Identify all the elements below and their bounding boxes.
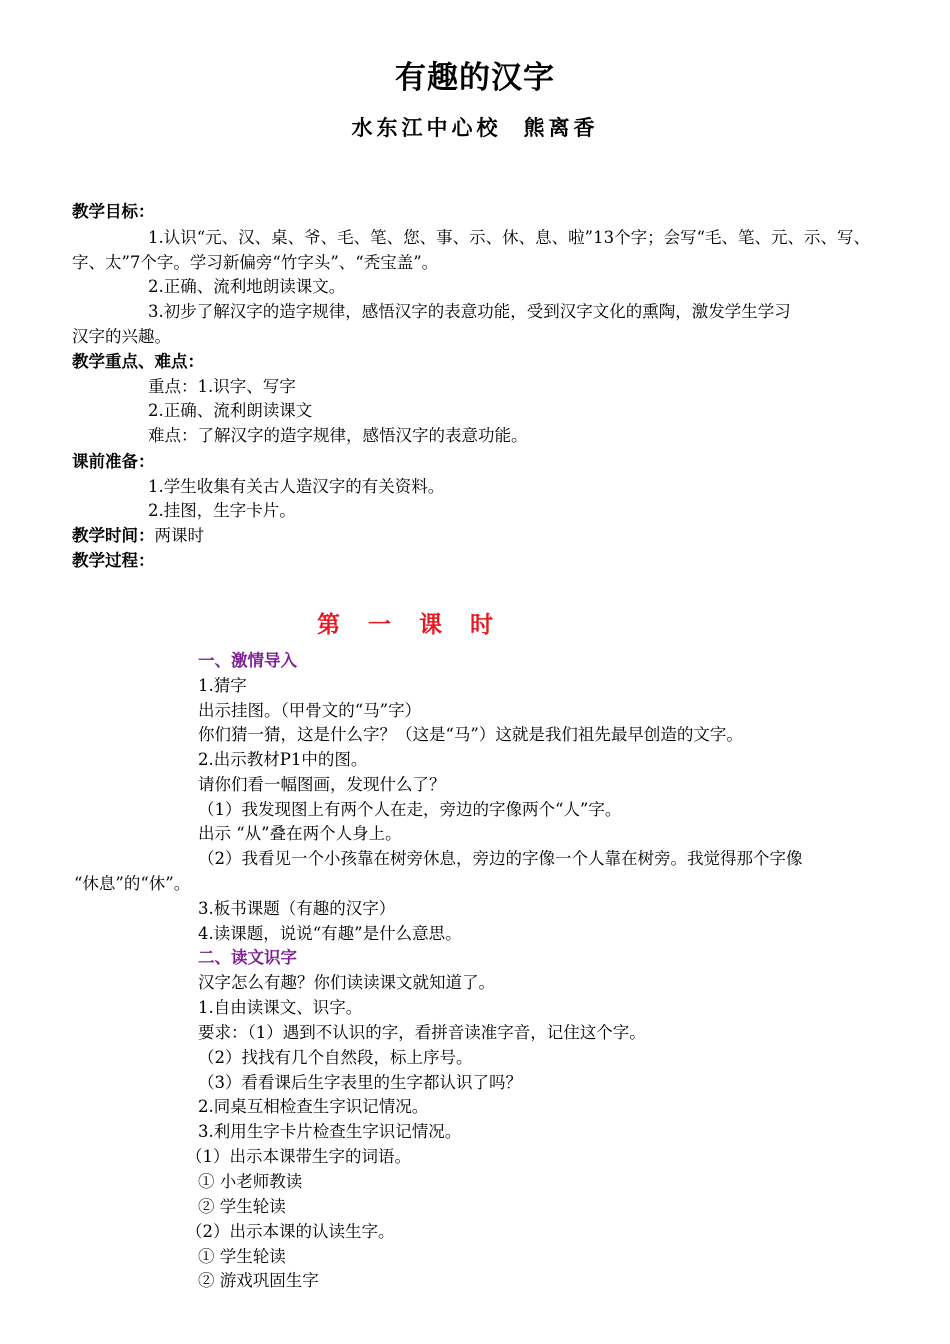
section2-line: ① 学生轮读 (198, 1247, 286, 1266)
teaching-time (72, 523, 204, 548)
section1-line: 2.出示教材P1中的图。 (198, 750, 368, 769)
author-school: 水东江中心校 (351, 116, 502, 140)
section2-line: ② 游戏巩固生字 (198, 1271, 319, 1290)
section2-line: 要求：（1）遇到不认识的字，看拼音读准字音，记住这个字。 (198, 1023, 646, 1042)
key-heading: 教学重点、难点： (72, 352, 204, 371)
key-point-2: 2.正确、流利朗读课文 (148, 401, 313, 420)
teaching-time-value: 两课时 (154, 526, 204, 545)
section1-line: 你们猜一猜，这是什么字？（这是“马”）这就是我们祖先最早创造的文字。 (198, 725, 743, 744)
author-line (0, 112, 950, 142)
section2-line: 汉字怎么有趣？你们读读课文就知道了。 (198, 973, 495, 992)
section2-line: （1）出示本课带生字的词语。 (186, 1147, 411, 1166)
section1-line: （1）我发现图上有两个人在走，旁边的字像两个“人”字。 (198, 800, 622, 819)
teaching-time-label: 教学时间： (72, 526, 155, 545)
key-point-1: 重点：1.识字、写字 (148, 377, 296, 396)
goal-1b: 字、太”7个字。学习新偏旁“竹字头”、“秃宝盖”。 (72, 253, 439, 272)
goal-3a: 3.初步了解汉字的造字规律，感悟汉字的表意功能，受到汉字文化的熏陶，激发学生学习 (148, 302, 791, 321)
section1-line: 请你们看一幅图画，发现什么了？ (198, 775, 446, 794)
prep-item-1: 1.学生收集有关古人造汉字的有关资料。 (148, 477, 445, 496)
prep-heading: 课前准备： (72, 452, 155, 471)
goal-2: 2.正确、流利地朗读课文。 (148, 277, 346, 296)
section2-line: ① 小老师教读 (198, 1172, 303, 1191)
prep-item-2: 2.挂图，生字卡片。 (148, 501, 296, 520)
author-name: 熊离香 (523, 116, 599, 140)
section2-heading: 二、读文识字 (198, 948, 297, 967)
section2-line: 3.利用生字卡片检查生字识记情况。 (198, 1122, 462, 1141)
goals-heading: 教学目标： (72, 202, 155, 221)
process-heading: 教学过程： (72, 551, 155, 570)
section1-line: 3.板书课题（有趣的汉字） (198, 899, 396, 918)
goal-3b: 汉字的兴趣。 (72, 327, 171, 346)
document-title: 有趣的汉字 (395, 60, 555, 96)
difficulty-point: 难点：了解汉字的造字规律，感悟汉字的表意功能。 (148, 426, 528, 445)
section1-line: 出示挂图。（甲骨文的“马”字） (198, 701, 422, 720)
section1-line: 4.读课题，说说“有趣”是什么意思。 (198, 924, 462, 943)
goal-1a: 1.认识“元、汉、桌、爷、毛、笔、您、事、示、休、息、啦”13个字；会写“毛、笔、元、示、写、 (148, 228, 871, 247)
section2-line: （2）出示本课的认读生字。 (186, 1222, 395, 1241)
section2-line: 2.同桌互相检查生字识记情况。 (198, 1097, 429, 1116)
section1-line: （2）我看见一个小孩靠在树旁休息，旁边的字像一个人靠在树旁。我觉得那个字像 (198, 849, 803, 868)
section1-heading: 一、激情导入 (198, 651, 297, 670)
section2-line: 1.自由读课文、识字。 (198, 998, 363, 1017)
section2-line: （2）找找有几个自然段，标上序号。 (198, 1048, 473, 1067)
section1-line: 出示 “从”叠在两个人身上。 (198, 824, 402, 843)
lesson-title: 第 一 课 时 (316, 612, 504, 638)
section1-line: “休息”的“休”。 (74, 874, 191, 893)
section1-line: 1.猜字 (198, 676, 247, 695)
section2-line: （3）看看课后生字表里的生字都认识了吗？ (198, 1073, 522, 1092)
section2-line: ② 学生轮读 (198, 1197, 286, 1216)
